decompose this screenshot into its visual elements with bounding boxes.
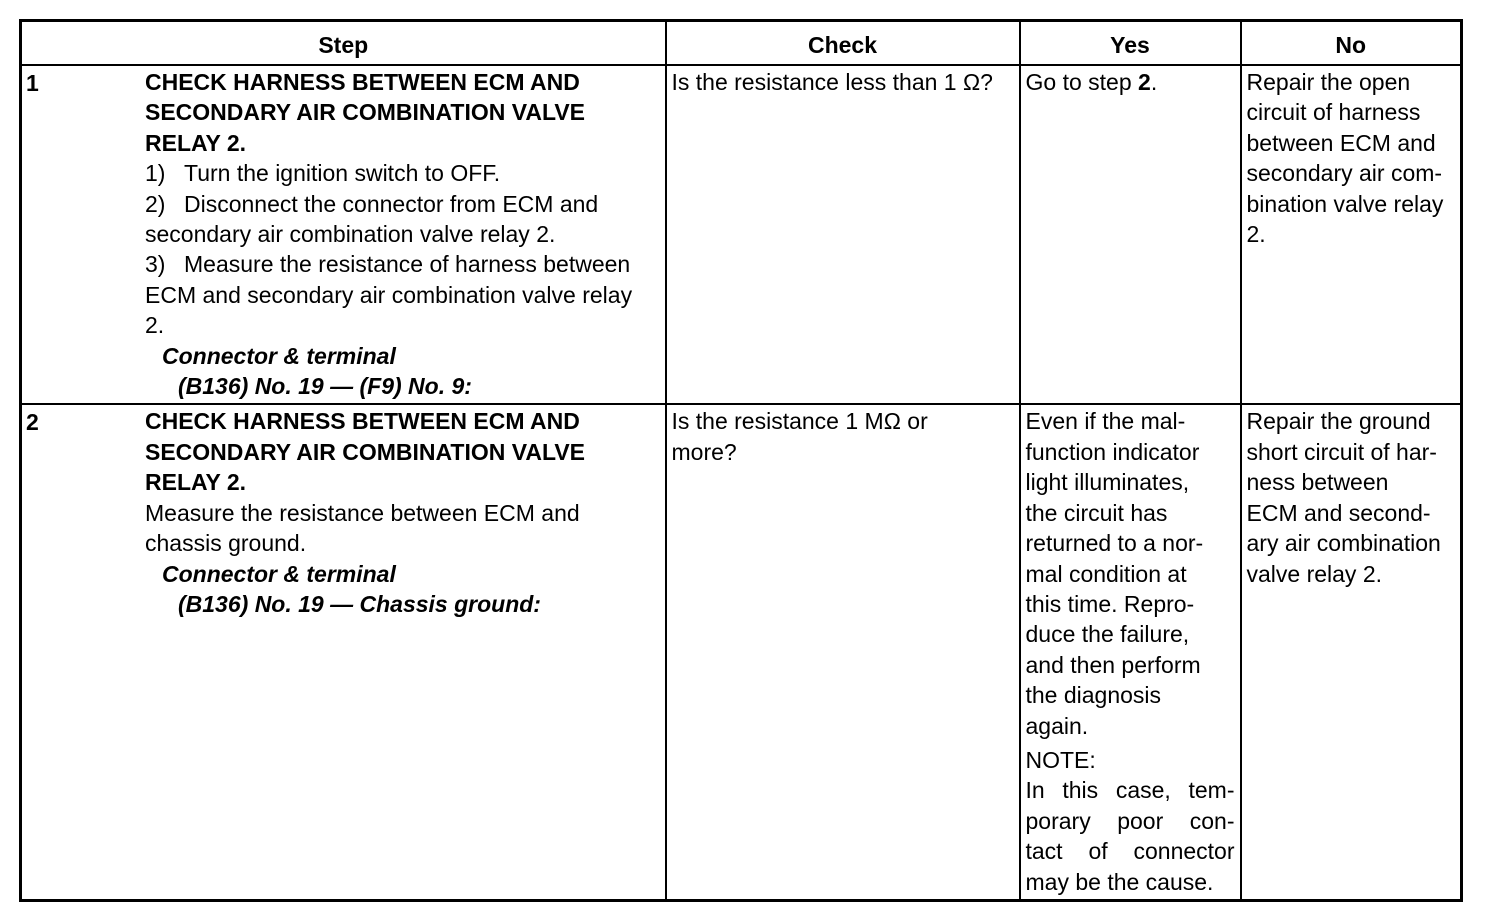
connector-terminal: (B136) No. 19 — (F9) No. 9: (178, 373, 472, 400)
instruction-continuation: secondary air combination valve relay 2. (145, 221, 556, 248)
no-text: ness between (1246, 469, 1389, 496)
step-title: CHECK HARNESS BETWEEN ECM AND (145, 69, 580, 95)
step-title: CHECK HARNESS BETWEEN ECM AND (145, 408, 580, 435)
step-cell (21, 404, 666, 900)
yes-text: the diagnosis (1025, 682, 1162, 709)
note-label: NOTE: (1025, 746, 1096, 773)
yes-suffix: . (1150, 69, 1158, 95)
header-check: Check (666, 21, 1020, 66)
connector-terminal: (B136) No. 19 — Chassis ground: (178, 590, 541, 617)
step-number: 1 (26, 70, 39, 96)
header-yes: Yes (1020, 21, 1241, 66)
no-text: valve relay 2. (1246, 560, 1383, 587)
no-text: 2. (1246, 221, 1266, 248)
no-text: between ECM and (1246, 129, 1436, 156)
yes-text: and then perform (1025, 651, 1201, 678)
yes-text: the circuit has (1025, 499, 1168, 526)
yes-step-link[interactable]: 2 (1138, 69, 1151, 95)
no-text: secondary air com- (1246, 160, 1443, 187)
no-text: bination valve relay (1246, 190, 1444, 217)
instruction: 1) Turn the ignition switch to OFF. (145, 160, 501, 187)
header-row (21, 21, 1462, 66)
no-text: ary air combination (1246, 530, 1441, 557)
yes-text: Go to step (1025, 69, 1139, 95)
instruction: 3) Measure the resistance of harness between (145, 251, 631, 278)
header-no: No (1241, 21, 1462, 66)
check-cell (666, 65, 1020, 404)
note-text: In this case, tem- (1025, 777, 1235, 804)
yes-text: again. (1025, 712, 1089, 739)
note-text: tact of connector (1025, 838, 1235, 865)
description: Measure the resistance between ECM and (145, 499, 580, 526)
check-text: Is the resistance 1 MΩ or (671, 408, 928, 435)
check-text: more? (671, 438, 737, 465)
step-title: RELAY 2. (145, 469, 246, 496)
step-cell (21, 65, 666, 404)
no-text: Repair the ground (1246, 408, 1431, 435)
check-cell (666, 404, 1020, 900)
no-text: short circuit of har- (1246, 438, 1437, 465)
note-text: porary poor con- (1025, 807, 1235, 834)
description: chassis ground. (145, 530, 307, 557)
instruction-continuation: 2. (145, 312, 165, 339)
diagnostic-table (19, 19, 1463, 902)
no-text: Repair the open (1246, 69, 1411, 95)
yes-text: this time. Repro- (1025, 590, 1195, 617)
connector-label: Connector & terminal (162, 342, 396, 369)
yes-cell (1020, 404, 1241, 900)
yes-text: function indicator (1025, 438, 1200, 465)
header-step: Step (21, 21, 666, 66)
instruction: 2) Disconnect the connector from ECM and (145, 190, 599, 217)
note-text: may be the cause. (1025, 868, 1214, 895)
check-text: Is the resistance less than 1 Ω? (671, 69, 993, 95)
yes-cell (1020, 65, 1241, 404)
no-cell (1241, 65, 1462, 404)
instruction-continuation: ECM and secondary air combination valve relay (145, 281, 633, 308)
yes-text: returned to a nor- (1025, 530, 1204, 557)
no-text: circuit of harness (1246, 99, 1421, 126)
no-text: ECM and second- (1246, 499, 1431, 526)
table-row (21, 65, 1462, 404)
step-number: 2 (26, 409, 39, 436)
table-row (21, 404, 1462, 900)
yes-text: duce the failure, (1025, 621, 1190, 648)
step-title: SECONDARY AIR COMBINATION VALVE (145, 99, 585, 126)
no-cell (1241, 404, 1462, 900)
yes-text: Even if the mal- (1025, 408, 1186, 435)
step-title: SECONDARY AIR COMBINATION VALVE (145, 438, 585, 465)
step-title: RELAY 2. (145, 129, 246, 156)
yes-text: light illuminates, (1025, 469, 1190, 496)
yes-text: mal condition at (1025, 560, 1187, 587)
connector-label: Connector & terminal (162, 560, 396, 587)
